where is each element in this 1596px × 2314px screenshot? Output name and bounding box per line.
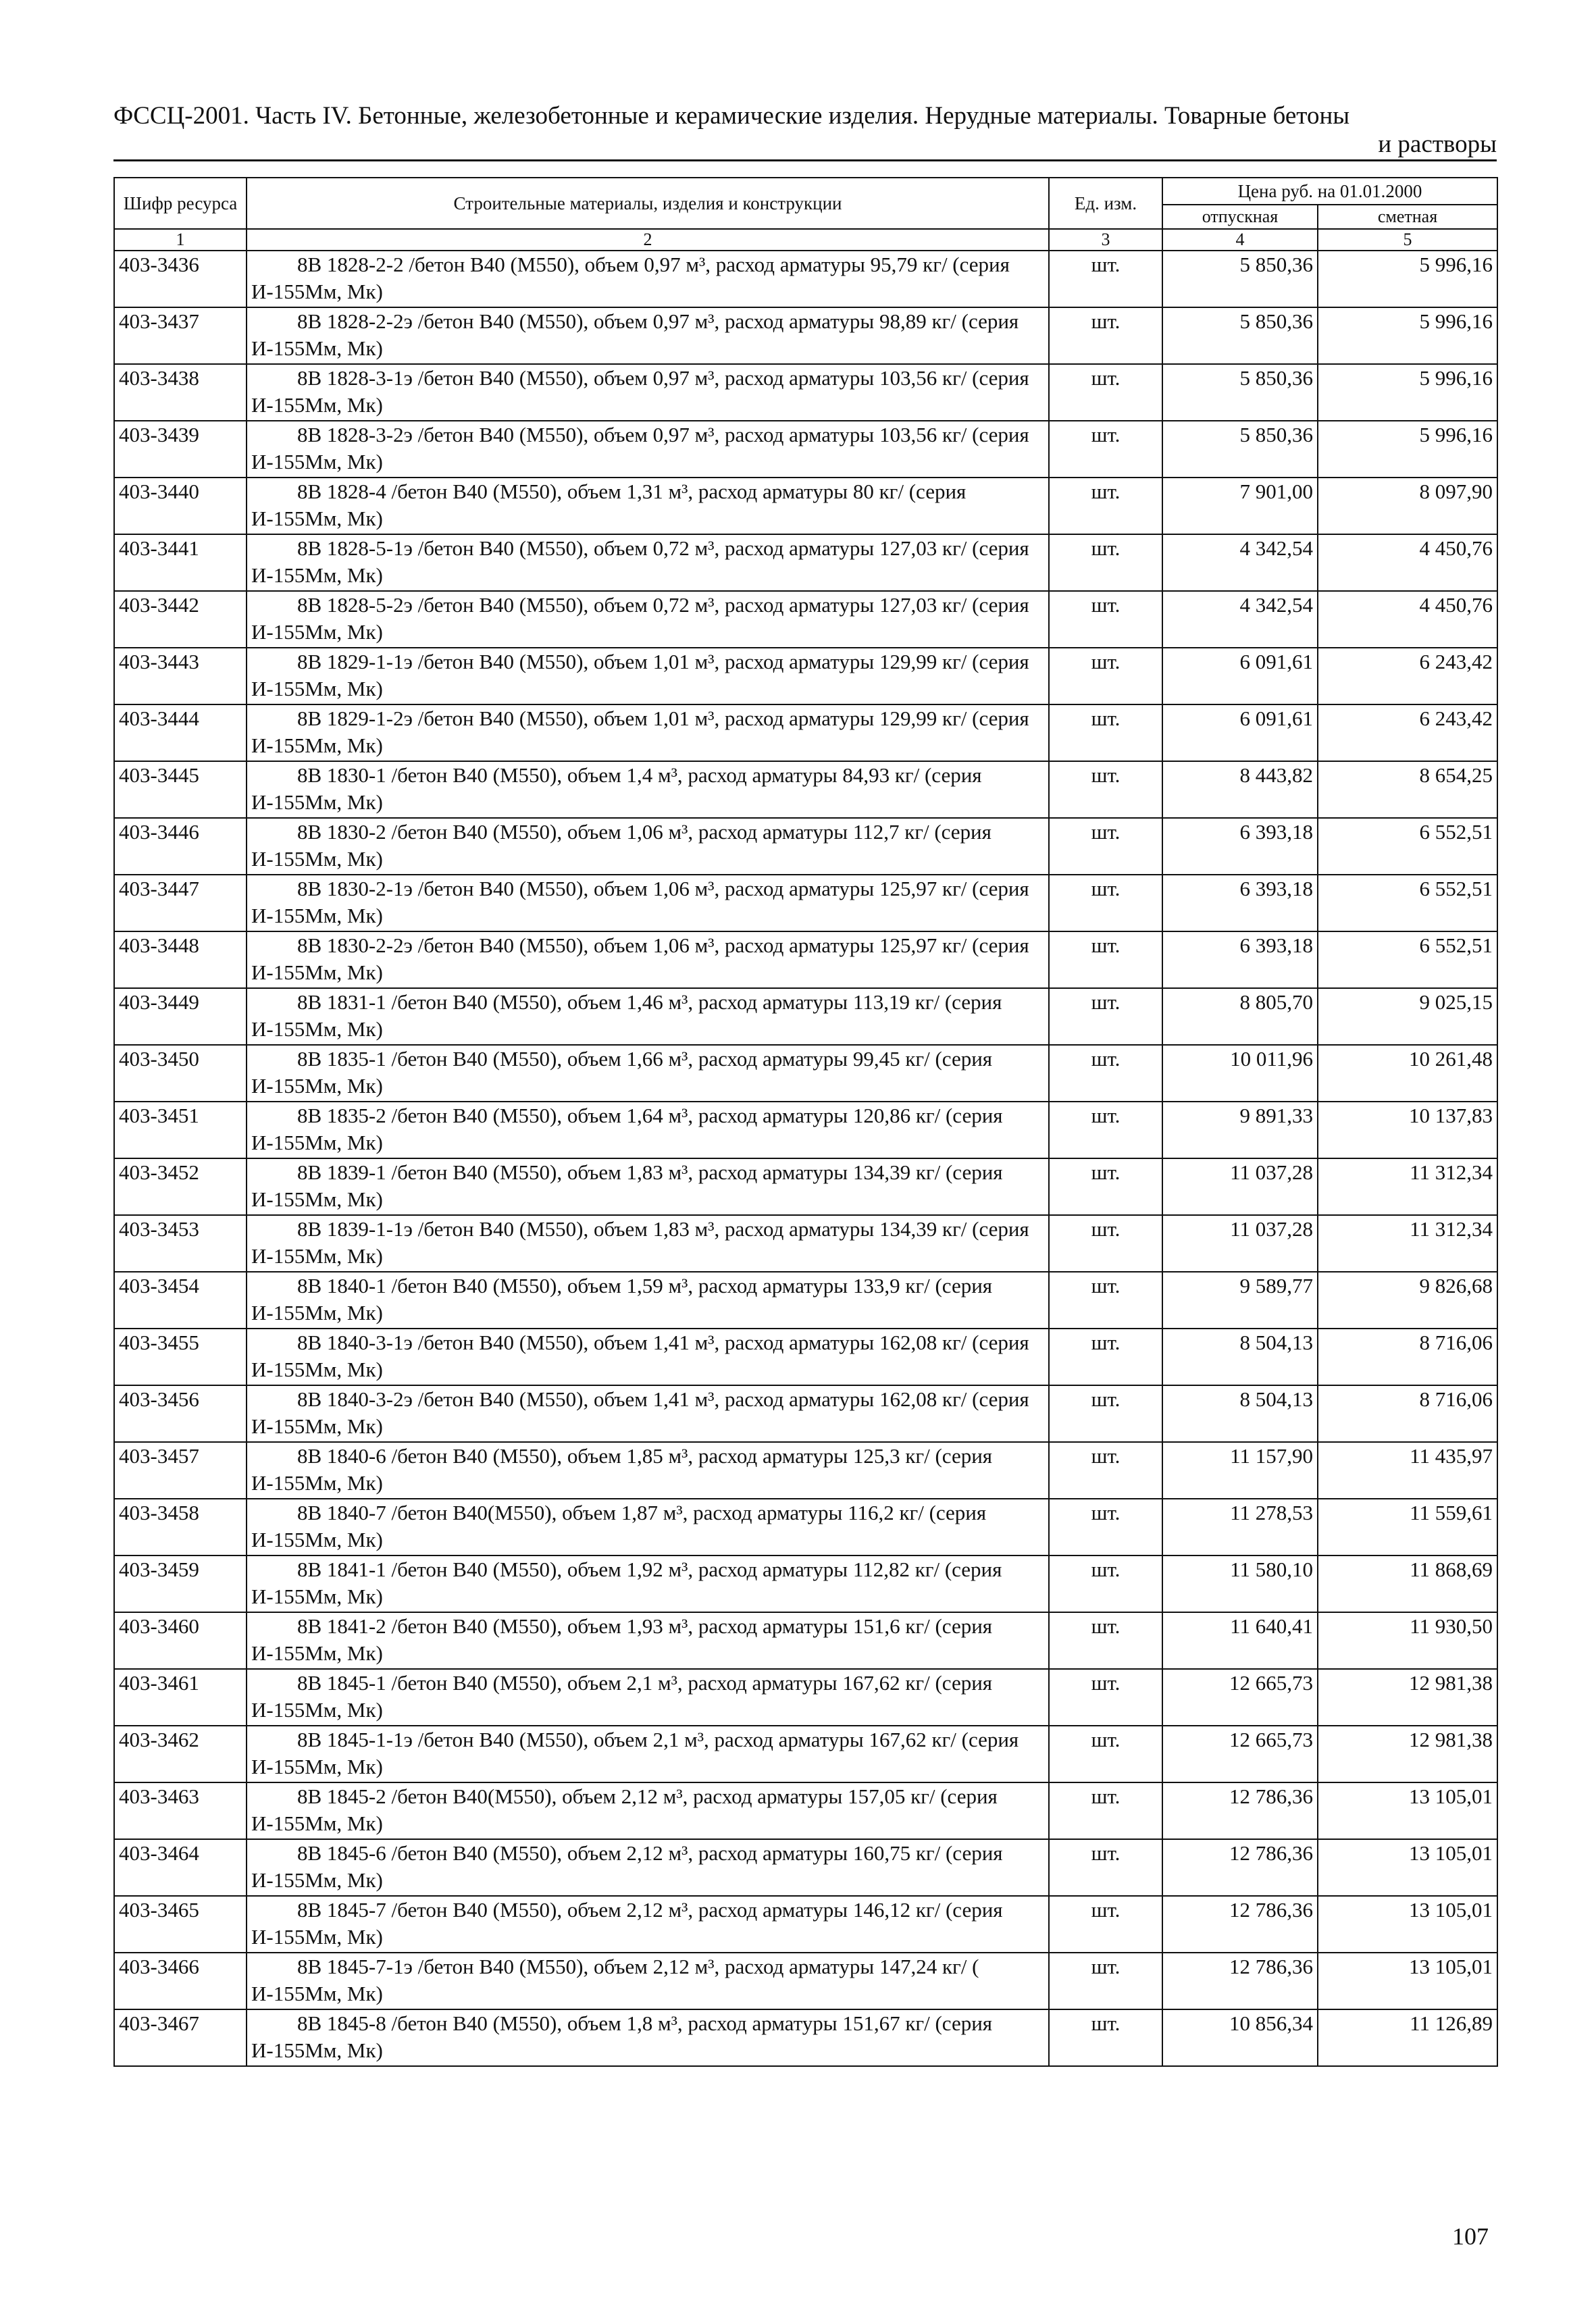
estimate-price: 8 654,25 (1318, 761, 1497, 818)
price-table (113, 177, 1498, 2067)
table-row (114, 1669, 1497, 1726)
estimate-price: 11 435,97 (1318, 1442, 1497, 1499)
material-description: 8В 1839-1-1э /бетон В40 (М550), объем 1,83 м³, расход арматуры 134,39 кг/ (серия И-155Мм, Мк) (247, 1215, 1049, 1272)
estimate-price: 4 450,76 (1318, 591, 1497, 648)
material-description: 8В 1829-1-1э /бетон В40 (М550), объем 1,01 м³, расход арматуры 129,99 кг/ (серия И-155Мм, Мк) (247, 648, 1049, 704)
material-description: 8В 1828-4 /бетон В40 (М550), объем 1,31 м³, расход арматуры 80 кг/ (серия И-155Мм, Мк) (247, 478, 1049, 534)
release-price: 11 157,90 (1162, 1442, 1318, 1499)
release-price: 10 856,34 (1162, 2009, 1318, 2066)
table-row (114, 364, 1497, 421)
resource-code: 403-3444 (114, 704, 247, 761)
material-description: 8В 1828-2-2 /бетон В40 (М550), объем 0,97 м³, расход арматуры 95,79 кг/ (серия И-155Мм, Мк) (247, 251, 1049, 307)
estimate-price: 6 552,51 (1318, 931, 1497, 988)
estimate-price: 13 105,01 (1318, 1896, 1497, 1953)
material-description: 8В 1841-2 /бетон В40 (М550), объем 1,93 м³, расход арматуры 151,6 кг/ (серия И-155Мм, Мк) (247, 1612, 1049, 1669)
resource-code: 403-3448 (114, 931, 247, 988)
header-release-price: отпускная (1162, 205, 1318, 229)
release-price: 12 786,36 (1162, 1839, 1318, 1896)
page-number: 107 (1452, 2223, 1489, 2250)
resource-code: 403-3456 (114, 1385, 247, 1442)
release-price: 8 805,70 (1162, 988, 1318, 1045)
header-title: ФССЦ-2001. Часть IV. Бетонные, железобетонные и керамические изделия. Нерудные материалы. Товарные бетоны (113, 102, 1350, 130)
column-number-3: 3 (1049, 229, 1162, 251)
release-price: 6 393,18 (1162, 875, 1318, 931)
header-title-continuation: и растворы (113, 131, 1497, 161)
column-number-2: 2 (247, 229, 1049, 251)
unit-of-measure: шт. (1049, 591, 1162, 648)
material-description: 8В 1830-2-1э /бетон В40 (М550), объем 1,06 м³, расход арматуры 125,97 кг/ (серия И-155Мм, Мк) (247, 875, 1049, 931)
unit-of-measure: шт. (1049, 1669, 1162, 1726)
resource-code: 403-3455 (114, 1329, 247, 1385)
resource-code: 403-3447 (114, 875, 247, 931)
unit-of-measure: шт. (1049, 648, 1162, 704)
unit-of-measure: шт. (1049, 251, 1162, 307)
material-description: 8В 1845-7 /бетон В40 (М550), объем 2,12 м³, расход арматуры 146,12 кг/ (серия И-155Мм, Мк) (247, 1896, 1049, 1953)
release-price: 5 850,36 (1162, 251, 1318, 307)
resource-code: 403-3462 (114, 1726, 247, 1782)
table-row (114, 1782, 1497, 1839)
unit-of-measure: шт. (1049, 1442, 1162, 1499)
resource-code: 403-3461 (114, 1669, 247, 1726)
material-description: 8В 1835-1 /бетон В40 (М550), объем 1,66 м³, расход арматуры 99,45 кг/ (серия И-155Мм, Мк) (247, 1045, 1049, 1102)
release-price: 6 091,61 (1162, 648, 1318, 704)
resource-code: 403-3453 (114, 1215, 247, 1272)
release-price: 6 091,61 (1162, 704, 1318, 761)
material-description: 8В 1828-3-2э /бетон В40 (М550), объем 0,97 м³, расход арматуры 103,56 кг/ (серия И-155Мм, Мк) (247, 421, 1049, 478)
resource-code: 403-3450 (114, 1045, 247, 1102)
header-estimate-price: сметная (1318, 205, 1497, 229)
release-price: 11 037,28 (1162, 1215, 1318, 1272)
table-row (114, 1839, 1497, 1896)
resource-code: 403-3437 (114, 307, 247, 364)
resource-code: 403-3459 (114, 1555, 247, 1612)
material-description: 8В 1828-5-2э /бетон В40 (М550), объем 0,72 м³, расход арматуры 127,03 кг/ (серия И-155Мм, Мк) (247, 591, 1049, 648)
estimate-price: 8 097,90 (1318, 478, 1497, 534)
material-description: 8В 1845-8 /бетон В40 (М550), объем 1,8 м³, расход арматуры 151,67 кг/ (серия И-155Мм, Мк) (247, 2009, 1049, 2066)
column-number-4: 4 (1162, 229, 1318, 251)
material-description: 8В 1840-3-2э /бетон В40 (М550), объем 1,41 м³, расход арматуры 162,08 кг/ (серия И-155Мм, Мк) (247, 1385, 1049, 1442)
release-price: 12 665,73 (1162, 1726, 1318, 1782)
estimate-price: 6 243,42 (1318, 704, 1497, 761)
table-row (114, 1499, 1497, 1555)
resource-code: 403-3467 (114, 2009, 247, 2066)
resource-code: 403-3466 (114, 1953, 247, 2009)
release-price: 11 278,53 (1162, 1499, 1318, 1555)
release-price: 11 580,10 (1162, 1555, 1318, 1612)
resource-code: 403-3439 (114, 421, 247, 478)
table-row (114, 421, 1497, 478)
table-row (114, 1158, 1497, 1215)
release-price: 10 011,96 (1162, 1045, 1318, 1102)
table-row (114, 1953, 1497, 2009)
estimate-price: 8 716,06 (1318, 1329, 1497, 1385)
unit-of-measure: шт. (1049, 1782, 1162, 1839)
table-row (114, 1555, 1497, 1612)
resource-code: 403-3442 (114, 591, 247, 648)
material-description: 8В 1841-1 /бетон В40 (М550), объем 1,92 м³, расход арматуры 112,82 кг/ (серия И-155Мм, Мк) (247, 1555, 1049, 1612)
material-description: 8В 1828-5-1э /бетон В40 (М550), объем 0,72 м³, расход арматуры 127,03 кг/ (серия И-155Мм, Мк) (247, 534, 1049, 591)
unit-of-measure: шт. (1049, 761, 1162, 818)
table-row (114, 1045, 1497, 1102)
release-price: 7 901,00 (1162, 478, 1318, 534)
table-row (114, 478, 1497, 534)
estimate-price: 5 996,16 (1318, 251, 1497, 307)
unit-of-measure: шт. (1049, 364, 1162, 421)
unit-of-measure: шт. (1049, 1839, 1162, 1896)
estimate-price: 11 559,61 (1318, 1499, 1497, 1555)
table-row (114, 534, 1497, 591)
estimate-price: 13 105,01 (1318, 1782, 1497, 1839)
estimate-price: 4 450,76 (1318, 534, 1497, 591)
release-price: 9 891,33 (1162, 1102, 1318, 1158)
resource-code: 403-3438 (114, 364, 247, 421)
estimate-price: 11 930,50 (1318, 1612, 1497, 1669)
unit-of-measure: шт. (1049, 307, 1162, 364)
material-description: 8В 1840-3-1э /бетон В40 (М550), объем 1,41 м³, расход арматуры 162,08 кг/ (серия И-155Мм, Мк) (247, 1329, 1049, 1385)
resource-code: 403-3457 (114, 1442, 247, 1499)
estimate-price: 10 261,48 (1318, 1045, 1497, 1102)
resource-code: 403-3445 (114, 761, 247, 818)
material-description: 8В 1828-3-1э /бетон В40 (М550), объем 0,97 м³, расход арматуры 103,56 кг/ (серия И-155Мм, Мк) (247, 364, 1049, 421)
unit-of-measure: шт. (1049, 1953, 1162, 2009)
estimate-price: 6 243,42 (1318, 648, 1497, 704)
page-header (113, 101, 1497, 161)
material-description: 8В 1828-2-2э /бетон В40 (М550), объем 0,97 м³, расход арматуры 98,89 кг/ (серия И-155Мм, Мк) (247, 307, 1049, 364)
resource-code: 403-3454 (114, 1272, 247, 1329)
material-description: 8В 1835-2 /бетон В40 (М550), объем 1,64 м³, расход арматуры 120,86 кг/ (серия И-155Мм, Мк) (247, 1102, 1049, 1158)
unit-of-measure: шт. (1049, 1555, 1162, 1612)
unit-of-measure: шт. (1049, 1385, 1162, 1442)
header-price: Цена руб. на 01.01.2000 (1162, 178, 1497, 205)
resource-code: 403-3464 (114, 1839, 247, 1896)
release-price: 5 850,36 (1162, 421, 1318, 478)
column-number-5: 5 (1318, 229, 1497, 251)
unit-of-measure: шт. (1049, 1102, 1162, 1158)
release-price: 6 393,18 (1162, 818, 1318, 875)
table-row (114, 931, 1497, 988)
table-row (114, 648, 1497, 704)
material-description: 8В 1831-1 /бетон В40 (М550), объем 1,46 м³, расход арматуры 113,19 кг/ (серия И-155Мм, Мк) (247, 988, 1049, 1045)
resource-code: 403-3452 (114, 1158, 247, 1215)
unit-of-measure: шт. (1049, 421, 1162, 478)
table-row (114, 1896, 1497, 1953)
table-row (114, 1272, 1497, 1329)
table-row (114, 591, 1497, 648)
table-row (114, 818, 1497, 875)
material-description: 8В 1845-2 /бетон В40(М550), объем 2,12 м³, расход арматуры 157,05 кг/ (серия И-155Мм, Мк) (247, 1782, 1049, 1839)
material-description: 8В 1845-1-1э /бетон В40 (М550), объем 2,1 м³, расход арматуры 167,62 кг/ (серия И-155Мм, Мк) (247, 1726, 1049, 1782)
resource-code: 403-3440 (114, 478, 247, 534)
estimate-price: 12 981,38 (1318, 1669, 1497, 1726)
estimate-price: 5 996,16 (1318, 307, 1497, 364)
release-price: 12 786,36 (1162, 1782, 1318, 1839)
estimate-price: 11 126,89 (1318, 2009, 1497, 2066)
release-price: 12 786,36 (1162, 1953, 1318, 2009)
unit-of-measure: шт. (1049, 988, 1162, 1045)
unit-of-measure: шт. (1049, 1726, 1162, 1782)
unit-of-measure: шт. (1049, 1045, 1162, 1102)
material-description: 8В 1845-1 /бетон В40 (М550), объем 2,1 м³, расход арматуры 167,62 кг/ (серия И-155Мм, Мк) (247, 1669, 1049, 1726)
estimate-price: 5 996,16 (1318, 364, 1497, 421)
table-row (114, 2009, 1497, 2066)
table-row (114, 1726, 1497, 1782)
resource-code: 403-3443 (114, 648, 247, 704)
release-price: 12 665,73 (1162, 1669, 1318, 1726)
unit-of-measure: шт. (1049, 1499, 1162, 1555)
unit-of-measure: шт. (1049, 818, 1162, 875)
unit-of-measure: шт. (1049, 2009, 1162, 2066)
release-price: 9 589,77 (1162, 1272, 1318, 1329)
material-description: 8В 1830-2-2э /бетон В40 (М550), объем 1,06 м³, расход арматуры 125,97 кг/ (серия И-155Мм, Мк) (247, 931, 1049, 988)
material-description: 8В 1829-1-2э /бетон В40 (М550), объем 1,01 м³, расход арматуры 129,99 кг/ (серия И-155Мм, Мк) (247, 704, 1049, 761)
resource-code: 403-3441 (114, 534, 247, 591)
release-price: 11 640,41 (1162, 1612, 1318, 1669)
unit-of-measure: шт. (1049, 1329, 1162, 1385)
release-price: 5 850,36 (1162, 364, 1318, 421)
table-row (114, 875, 1497, 931)
release-price: 4 342,54 (1162, 534, 1318, 591)
table-row (114, 251, 1497, 307)
material-description: 8В 1830-1 /бетон В40 (М550), объем 1,4 м³, расход арматуры 84,93 кг/ (серия И-155Мм, Мк) (247, 761, 1049, 818)
estimate-price: 11 312,34 (1318, 1158, 1497, 1215)
resource-code: 403-3458 (114, 1499, 247, 1555)
estimate-price: 13 105,01 (1318, 1953, 1497, 2009)
unit-of-measure: шт. (1049, 1272, 1162, 1329)
table-row (114, 307, 1497, 364)
resource-code: 403-3436 (114, 251, 247, 307)
header-code: Шифр ресурса (114, 178, 247, 229)
table-row (114, 704, 1497, 761)
table-row (114, 1329, 1497, 1385)
resource-code: 403-3449 (114, 988, 247, 1045)
column-number-1: 1 (114, 229, 247, 251)
release-price: 8 504,13 (1162, 1385, 1318, 1442)
unit-of-measure: шт. (1049, 1158, 1162, 1215)
unit-of-measure: шт. (1049, 478, 1162, 534)
material-description: 8В 1845-6 /бетон В40 (М550), объем 2,12 м³, расход арматуры 160,75 кг/ (серия И-155Мм, Мк) (247, 1839, 1049, 1896)
estimate-price: 5 996,16 (1318, 421, 1497, 478)
estimate-price: 6 552,51 (1318, 818, 1497, 875)
unit-of-measure: шт. (1049, 704, 1162, 761)
table-row (114, 1442, 1497, 1499)
unit-of-measure: шт. (1049, 1612, 1162, 1669)
unit-of-measure: шт. (1049, 1215, 1162, 1272)
unit-of-measure: шт. (1049, 1896, 1162, 1953)
header-unit: Ед. изм. (1049, 178, 1162, 229)
material-description: 8В 1845-7-1э /бетон В40 (М550), объем 2,12 м³, расход арматуры 147,24 кг/ ( И-155Мм, Мк) (247, 1953, 1049, 2009)
release-price: 12 786,36 (1162, 1896, 1318, 1953)
estimate-price: 13 105,01 (1318, 1839, 1497, 1896)
header-description: Строительные материалы, изделия и конструкции (247, 178, 1049, 229)
resource-code: 403-3451 (114, 1102, 247, 1158)
unit-of-measure: шт. (1049, 931, 1162, 988)
unit-of-measure: шт. (1049, 534, 1162, 591)
table-row (114, 1102, 1497, 1158)
table-body (114, 251, 1497, 2066)
table-row (114, 988, 1497, 1045)
material-description: 8В 1840-7 /бетон В40(М550), объем 1,87 м³, расход арматуры 116,2 кг/ (серия И-155Мм, Мк) (247, 1499, 1049, 1555)
release-price: 8 443,82 (1162, 761, 1318, 818)
table-row (114, 761, 1497, 818)
unit-of-measure: шт. (1049, 875, 1162, 931)
material-description: 8В 1840-1 /бетон В40 (М550), объем 1,59 м³, расход арматуры 133,9 кг/ (серия И-155Мм, Мк) (247, 1272, 1049, 1329)
estimate-price: 9 025,15 (1318, 988, 1497, 1045)
material-description: 8В 1830-2 /бетон В40 (М550), объем 1,06 м³, расход арматуры 112,7 кг/ (серия И-155Мм, Мк) (247, 818, 1049, 875)
estimate-price: 11 312,34 (1318, 1215, 1497, 1272)
estimate-price: 9 826,68 (1318, 1272, 1497, 1329)
table-row (114, 1612, 1497, 1669)
estimate-price: 12 981,38 (1318, 1726, 1497, 1782)
release-price: 5 850,36 (1162, 307, 1318, 364)
resource-code: 403-3463 (114, 1782, 247, 1839)
resource-code: 403-3460 (114, 1612, 247, 1669)
table-row (114, 1215, 1497, 1272)
estimate-price: 8 716,06 (1318, 1385, 1497, 1442)
release-price: 6 393,18 (1162, 931, 1318, 988)
release-price: 11 037,28 (1162, 1158, 1318, 1215)
table-row (114, 1385, 1497, 1442)
estimate-price: 11 868,69 (1318, 1555, 1497, 1612)
material-description: 8В 1839-1 /бетон В40 (М550), объем 1,83 м³, расход арматуры 134,39 кг/ (серия И-155Мм, Мк) (247, 1158, 1049, 1215)
resource-code: 403-3446 (114, 818, 247, 875)
estimate-price: 6 552,51 (1318, 875, 1497, 931)
release-price: 4 342,54 (1162, 591, 1318, 648)
estimate-price: 10 137,83 (1318, 1102, 1497, 1158)
resource-code: 403-3465 (114, 1896, 247, 1953)
material-description: 8В 1840-6 /бетон В40 (М550), объем 1,85 м³, расход арматуры 125,3 кг/ (серия И-155Мм, Мк) (247, 1442, 1049, 1499)
release-price: 8 504,13 (1162, 1329, 1318, 1385)
